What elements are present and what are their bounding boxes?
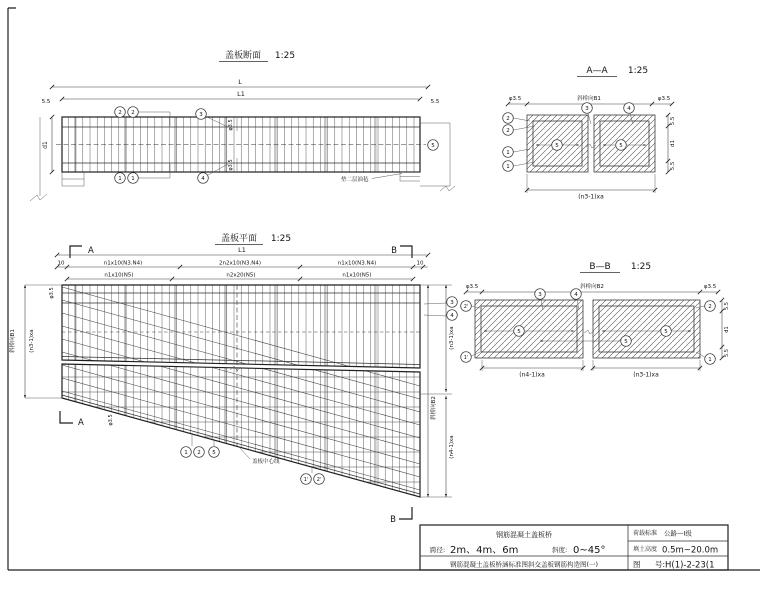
dim-d1-label: d1	[724, 326, 730, 333]
dim-55-label: 5.5	[670, 116, 676, 126]
plan-dim-L1	[55, 246, 430, 257]
callout-label: 5	[555, 143, 559, 150]
callout-1	[128, 173, 139, 184]
callout-3	[447, 297, 458, 308]
callout-2-prime	[461, 301, 472, 312]
plan-dim-row2	[65, 273, 415, 282]
callout-label: 3	[199, 112, 203, 119]
section-a-bottom-dim	[525, 174, 657, 201]
callout-label: 2	[708, 304, 712, 311]
dim-L1-label: L1	[238, 246, 246, 254]
callout-2	[503, 113, 514, 124]
callout-5	[616, 140, 627, 151]
sheet-title: 钢筋混凝土盖板桥涵标准图斜交盖板钢筋构造图(一)	[449, 560, 599, 569]
dim-L1	[42, 90, 440, 105]
dim-n4xa-label: (n4-1)xa	[519, 371, 545, 379]
callout-label: 2	[506, 116, 510, 123]
callout-3	[582, 103, 593, 114]
callout-label: 4	[450, 313, 454, 320]
callout-label: 1	[708, 357, 712, 364]
figure-no-label: 号:	[655, 560, 666, 569]
phi-label: φ3.5	[657, 96, 671, 102]
row1-seg1: n1x10(N3.N4)	[103, 260, 143, 267]
skew-b2-label: 斜桥向B2	[431, 396, 437, 420]
dim-n3xa-label: (n3-1)xa	[29, 329, 35, 353]
dim-n3xa-label: (n3-1)xa	[578, 193, 604, 201]
callout-label: 5	[212, 450, 216, 457]
callout-3	[196, 109, 207, 120]
callout-label: 2	[131, 110, 135, 117]
row2-seg3: n1x10(N5)	[342, 272, 372, 279]
callout-1-prime	[301, 474, 312, 485]
callout-1	[503, 161, 514, 172]
figure-label: 图	[633, 560, 641, 569]
callout-4	[447, 310, 458, 321]
dim-55-label: 5.5	[670, 161, 676, 171]
skew-value: 0~45°	[573, 545, 606, 556]
row1-seg2: 2n2x10(N3.N4)	[218, 260, 262, 267]
callout-1	[705, 354, 716, 365]
skew-b1-label: 斜桥向B1	[10, 329, 16, 353]
callout-label: 4	[627, 106, 631, 113]
skew-label: 斜度:	[552, 546, 568, 554]
callout-5	[661, 326, 672, 337]
title-block	[420, 525, 728, 571]
skew-b1-label: 斜桥向B1	[577, 96, 601, 102]
felt-note-text: 垫二层油毡	[341, 177, 369, 183]
callout-4	[571, 289, 582, 300]
dim-n3xa-label: (n3-1)xa	[633, 371, 659, 379]
phi-label: φ3.5	[49, 287, 55, 299]
callout-label: 1	[506, 150, 510, 157]
callout-label: 2'	[463, 304, 469, 311]
section-b-scale: 1:25	[630, 262, 652, 272]
marker-a-label: A	[78, 418, 84, 428]
callout-2	[503, 125, 514, 136]
plan-view	[8, 232, 457, 525]
callout-label: 1	[506, 164, 510, 171]
callout-label: 2	[197, 450, 201, 457]
callout-5	[552, 140, 563, 151]
phi-label: φ3.5	[108, 414, 114, 426]
phi-label: φ3.5	[508, 96, 522, 102]
callout-2	[705, 301, 716, 312]
dim-55-right: 5.5	[430, 99, 440, 105]
dim-55-left: 5.5	[41, 99, 51, 105]
dim-d1	[42, 115, 54, 174]
fill-label: 填土高度	[633, 546, 658, 553]
callout-1-prime	[461, 352, 472, 363]
callout-label: 5	[517, 329, 521, 336]
dim-d1-label: d1	[670, 140, 676, 147]
callout-label: 3	[450, 300, 454, 307]
callout-label: 1	[118, 176, 122, 183]
callout-5	[514, 326, 525, 337]
phi-bottom-label: φ3.5	[228, 159, 234, 171]
slab-panels	[62, 285, 420, 497]
section-b-view	[461, 262, 730, 379]
dim-L	[50, 78, 430, 89]
callout-label: 1	[184, 450, 188, 457]
callout-label: 1	[131, 176, 135, 183]
beam-elevation	[56, 117, 426, 172]
section-a-view	[503, 66, 676, 201]
callout-1	[115, 173, 126, 184]
callout-label: 3	[585, 106, 589, 113]
phi-label: φ3.5	[703, 284, 717, 290]
callout-4	[198, 173, 209, 184]
dim-L1-label: L1	[237, 90, 245, 98]
callout-label: 1'	[463, 355, 469, 362]
callout-label: 5	[664, 329, 668, 336]
callout-label: 5	[619, 143, 623, 150]
callout-5	[209, 447, 220, 458]
callout-5	[621, 336, 632, 347]
callout-label: 3	[538, 292, 542, 299]
section-marker-a-bottom	[60, 411, 84, 428]
callout-1	[181, 447, 192, 458]
dim-10-left: 10	[57, 260, 65, 267]
dim-n3xa-label: (n3-1)xa	[449, 326, 455, 350]
section-a-title	[577, 66, 648, 77]
plan-scale: 1:25	[270, 234, 292, 244]
dim-d1-label: d1	[42, 141, 49, 149]
row2-seg1: n1x10(N5)	[104, 272, 134, 279]
span-label: 跨径:	[430, 546, 446, 554]
elevation-title-text: 盖板断面	[224, 51, 262, 61]
elevation-title	[219, 49, 295, 62]
load-label: 荷载标准	[633, 530, 658, 537]
section-a-right-dim	[666, 113, 676, 174]
load-value: 公路—Ⅰ级	[664, 529, 692, 538]
plan-dim-row1	[55, 261, 428, 270]
callout-label: 5	[624, 339, 628, 346]
dim-55-label: 5.5	[724, 302, 730, 310]
callout-2	[128, 107, 139, 118]
callout-5	[428, 140, 439, 151]
marker-b-label: B	[391, 246, 397, 256]
elevation-view	[30, 49, 455, 201]
marker-a-label: A	[88, 246, 94, 256]
section-b-bottom-dims	[480, 360, 702, 379]
section-marker-b-bottom	[390, 507, 412, 525]
section-b-right-dim	[720, 298, 730, 360]
plan-title	[215, 232, 291, 245]
dim-L-label: L	[238, 78, 242, 86]
callout-3	[535, 289, 546, 300]
section-marker-a-top	[70, 246, 94, 258]
section-a-title-text: A—A	[586, 66, 608, 76]
callout-label: 2	[118, 110, 122, 117]
callout-2	[194, 447, 205, 458]
dim-55-label: 5.5	[724, 349, 730, 357]
felt-note	[341, 174, 402, 184]
marker-b-label: B	[390, 515, 396, 525]
callout-4	[624, 103, 635, 114]
callout-1	[503, 147, 514, 158]
row1-seg3: n1x10(N3.N4)	[337, 260, 377, 267]
callout-2-prime	[314, 474, 325, 485]
callout-label: 1'	[303, 477, 309, 484]
phi-top-label: φ3.5	[228, 119, 234, 131]
project-title: 钢筋混凝土盖板桥	[496, 531, 552, 539]
callout-label: 2	[506, 128, 510, 135]
skew-b2-label: 斜桥向B2	[580, 284, 604, 290]
plan-title-text: 盖板平面	[220, 234, 258, 244]
callout-label: 2'	[316, 477, 322, 484]
section-b-top-dim	[464, 282, 720, 294]
elevation-scale: 1:25	[274, 51, 296, 61]
section-b-title-text: B—B	[589, 262, 611, 272]
callout-2	[115, 107, 126, 118]
phi-label: φ3.5	[465, 284, 479, 290]
fill-value: 0.5m~20.0m	[662, 545, 719, 556]
centerline-note-text: 盖板中心线	[252, 459, 280, 465]
section-b-title	[580, 262, 651, 273]
callout-label: 4	[574, 292, 578, 299]
span-value: 2m、4m、6m	[450, 545, 519, 556]
dim-10-right: 10	[416, 260, 424, 267]
dim-n4xa-label: (n4-1)xa	[449, 435, 455, 459]
callout-label: 5	[431, 143, 435, 150]
section-marker-b-top	[391, 246, 412, 258]
row2-seg2: n2x20(N5)	[226, 272, 256, 279]
callout-label: 4	[201, 176, 205, 183]
joint-break	[584, 330, 594, 334]
figure-number: H(1)-2-23(1	[665, 560, 715, 571]
section-a-scale: 1:25	[627, 66, 649, 76]
